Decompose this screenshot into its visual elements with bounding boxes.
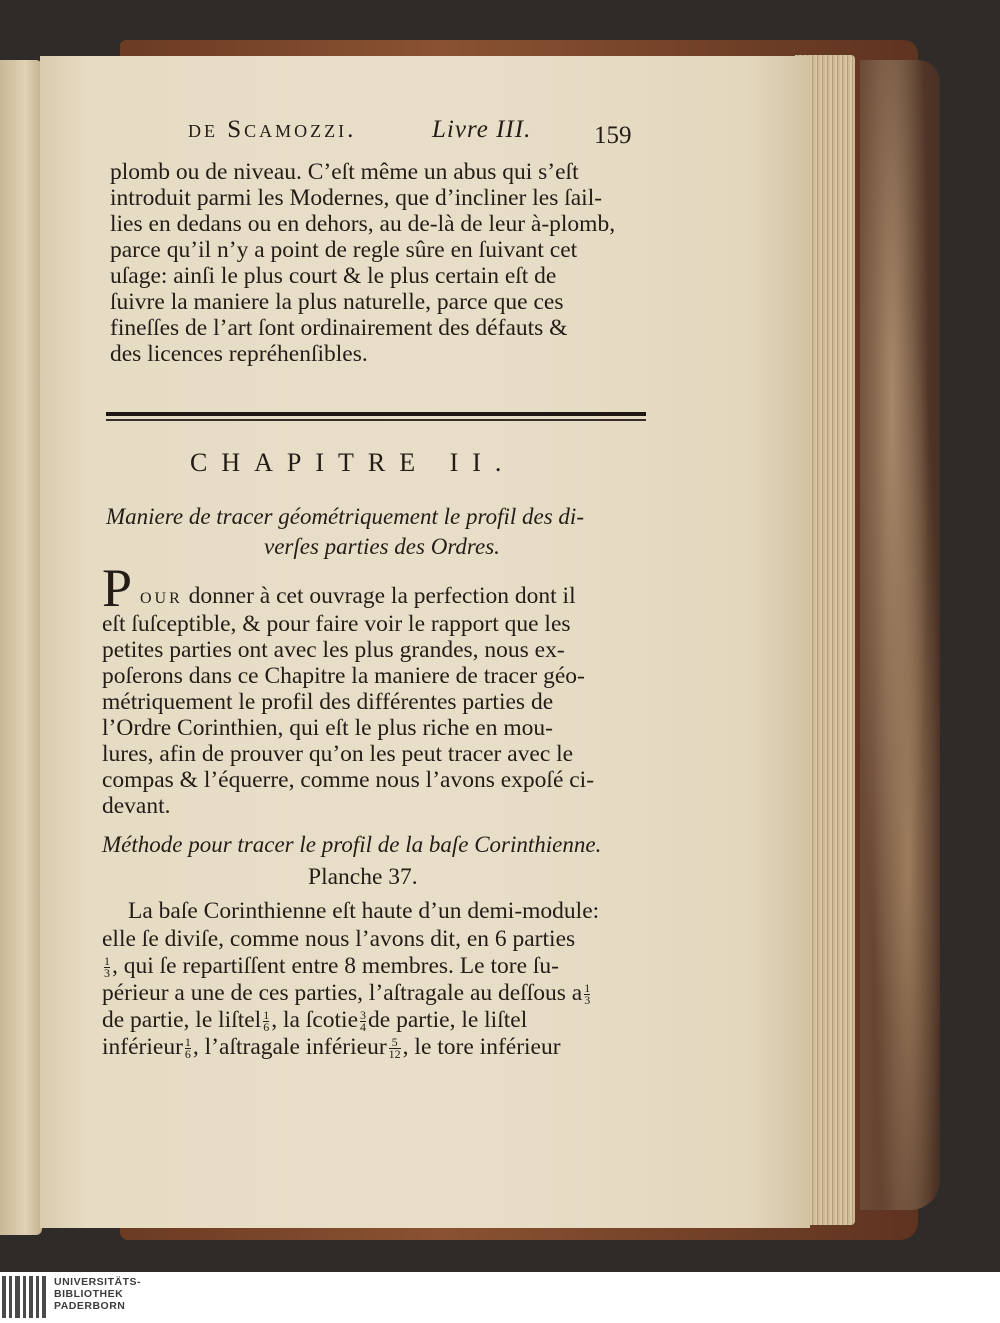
text-line: fineſſes de l’art ſont ordinairement des défauts & <box>110 315 568 341</box>
fraction-numerator: 3 <box>360 1008 367 1023</box>
text-line: l’Ordre Corinthien, qui eſt le plus riche en mou- <box>102 715 553 741</box>
text-span: , qui ſe repartiſſent entre 8 membres. Le tore ſu- <box>112 953 559 979</box>
section-rule <box>106 412 646 422</box>
text-span: inférieur <box>102 1034 183 1060</box>
text-span: , la ſcotie <box>271 1007 359 1033</box>
fraction-one-sixth <box>185 1037 191 1060</box>
text-span: de partie, le liſtel <box>102 1007 262 1033</box>
logo-line-1: UNIVERSITÄTS- <box>54 1276 142 1288</box>
fraction-numerator: 1 <box>104 954 110 969</box>
fraction-one-third <box>104 956 110 979</box>
fraction-numerator: 1 <box>184 1035 191 1050</box>
fraction-denominator: 3 <box>584 993 591 1008</box>
rule-thin <box>106 419 646 421</box>
text-span: , l’aſtragale inférieur <box>192 1034 387 1060</box>
section-title: Méthode pour tracer le profil de la baſe Corinthienne. <box>102 832 602 857</box>
text-line: devant. <box>102 793 171 819</box>
fraction-numerator: 5 <box>389 1037 401 1049</box>
text-line <box>102 953 559 979</box>
text-span: donner à cet ouvrage la perfection dont il <box>182 583 576 609</box>
running-book: Livre III. <box>432 116 532 143</box>
leather-binding <box>860 60 940 1210</box>
fraction-numerator: 1 <box>263 1008 270 1023</box>
text-line: elle ſe diviſe, comme nous l’avons dit, en 6 parties <box>102 926 576 952</box>
text-line: poſerons dans ce Chapitre la maniere de tracer géo- <box>102 663 585 689</box>
text-line: parce qu’il n’y a point de regle sûre en ſuivant cet <box>110 237 578 263</box>
text-line: des licences repréhenſibles. <box>110 341 368 367</box>
text-line: métriquement le profil des différentes parties de <box>102 689 554 715</box>
text-line: ſuivre la maniere la plus naturelle, parce que ces <box>110 289 564 315</box>
page-number: 159 <box>594 122 632 149</box>
library-footer <box>0 1272 1000 1323</box>
text-line: uſage: ainſi le plus court & le plus certain eſt de <box>110 263 557 289</box>
text-line: plomb ou de niveau. C’eſt même un abus qui s’eſt <box>110 159 579 185</box>
fraction-one-sixth <box>263 1010 269 1033</box>
text-span: , le tore inférieur <box>402 1034 561 1060</box>
text-line: eſt ſuſceptible, & pour faire voir le rapport que les <box>102 611 571 637</box>
book-page <box>40 56 810 1228</box>
library-logo-text <box>54 1276 141 1312</box>
chapter-subtitle-line-1: Maniere de tracer géométriquement le profil des di- <box>106 504 584 529</box>
small-caps-word: our <box>140 583 183 609</box>
text-line: introduit parmi les Modernes, que d’incliner les ſail- <box>110 185 603 211</box>
fraction-numerator: 1 <box>584 981 591 996</box>
logo-line-3: PADERBORN <box>54 1300 126 1312</box>
text-line: La baſe Corinthienne eſt haute d’un demi-module: <box>128 898 600 924</box>
fraction-five-twelfths <box>389 1037 401 1060</box>
chapter-subtitle-line-2: verſes parties des Ordres. <box>264 534 500 559</box>
fraction-denominator: 6 <box>263 1020 270 1035</box>
text-line: compas & l’équerre, comme nous l’avons expoſé ci- <box>102 767 595 793</box>
text-line <box>102 1034 561 1060</box>
drop-cap: P <box>102 558 133 618</box>
fraction-denominator: 3 <box>104 966 110 981</box>
library-logo-icon <box>0 1276 48 1318</box>
chapter-title: CHAPITRE II. <box>190 448 516 477</box>
rule-thick <box>106 412 646 416</box>
text-line: lures, afin de prouver qu’on les peut tracer avec le <box>102 741 574 767</box>
plate-reference: Planche 37. <box>308 864 418 890</box>
fraction-denominator: 12 <box>388 1047 401 1062</box>
fraction-one-third <box>584 983 590 1006</box>
running-title: de Scamozzi. <box>188 116 357 143</box>
text-span: de partie, le liſtel <box>368 1007 528 1033</box>
running-head <box>188 116 664 146</box>
fraction-denominator: 6 <box>184 1047 191 1062</box>
text-span: périeur a une de ces parties, l’aſtragale au deſſous a <box>102 980 583 1006</box>
text-line <box>140 583 576 609</box>
text-line <box>102 1007 527 1033</box>
text-line <box>102 980 592 1006</box>
fraction-denominator: 4 <box>360 1020 367 1035</box>
logo-line-2: BIBLIOTHEK <box>54 1288 124 1300</box>
left-page-edge <box>0 60 42 1235</box>
text-line: lies en dedans ou en dehors, au de-là de leur à-plomb, <box>110 211 616 237</box>
fraction-three-quarters <box>360 1010 366 1033</box>
text-line: petites parties ont avec les plus grandes, nous ex- <box>102 637 565 663</box>
